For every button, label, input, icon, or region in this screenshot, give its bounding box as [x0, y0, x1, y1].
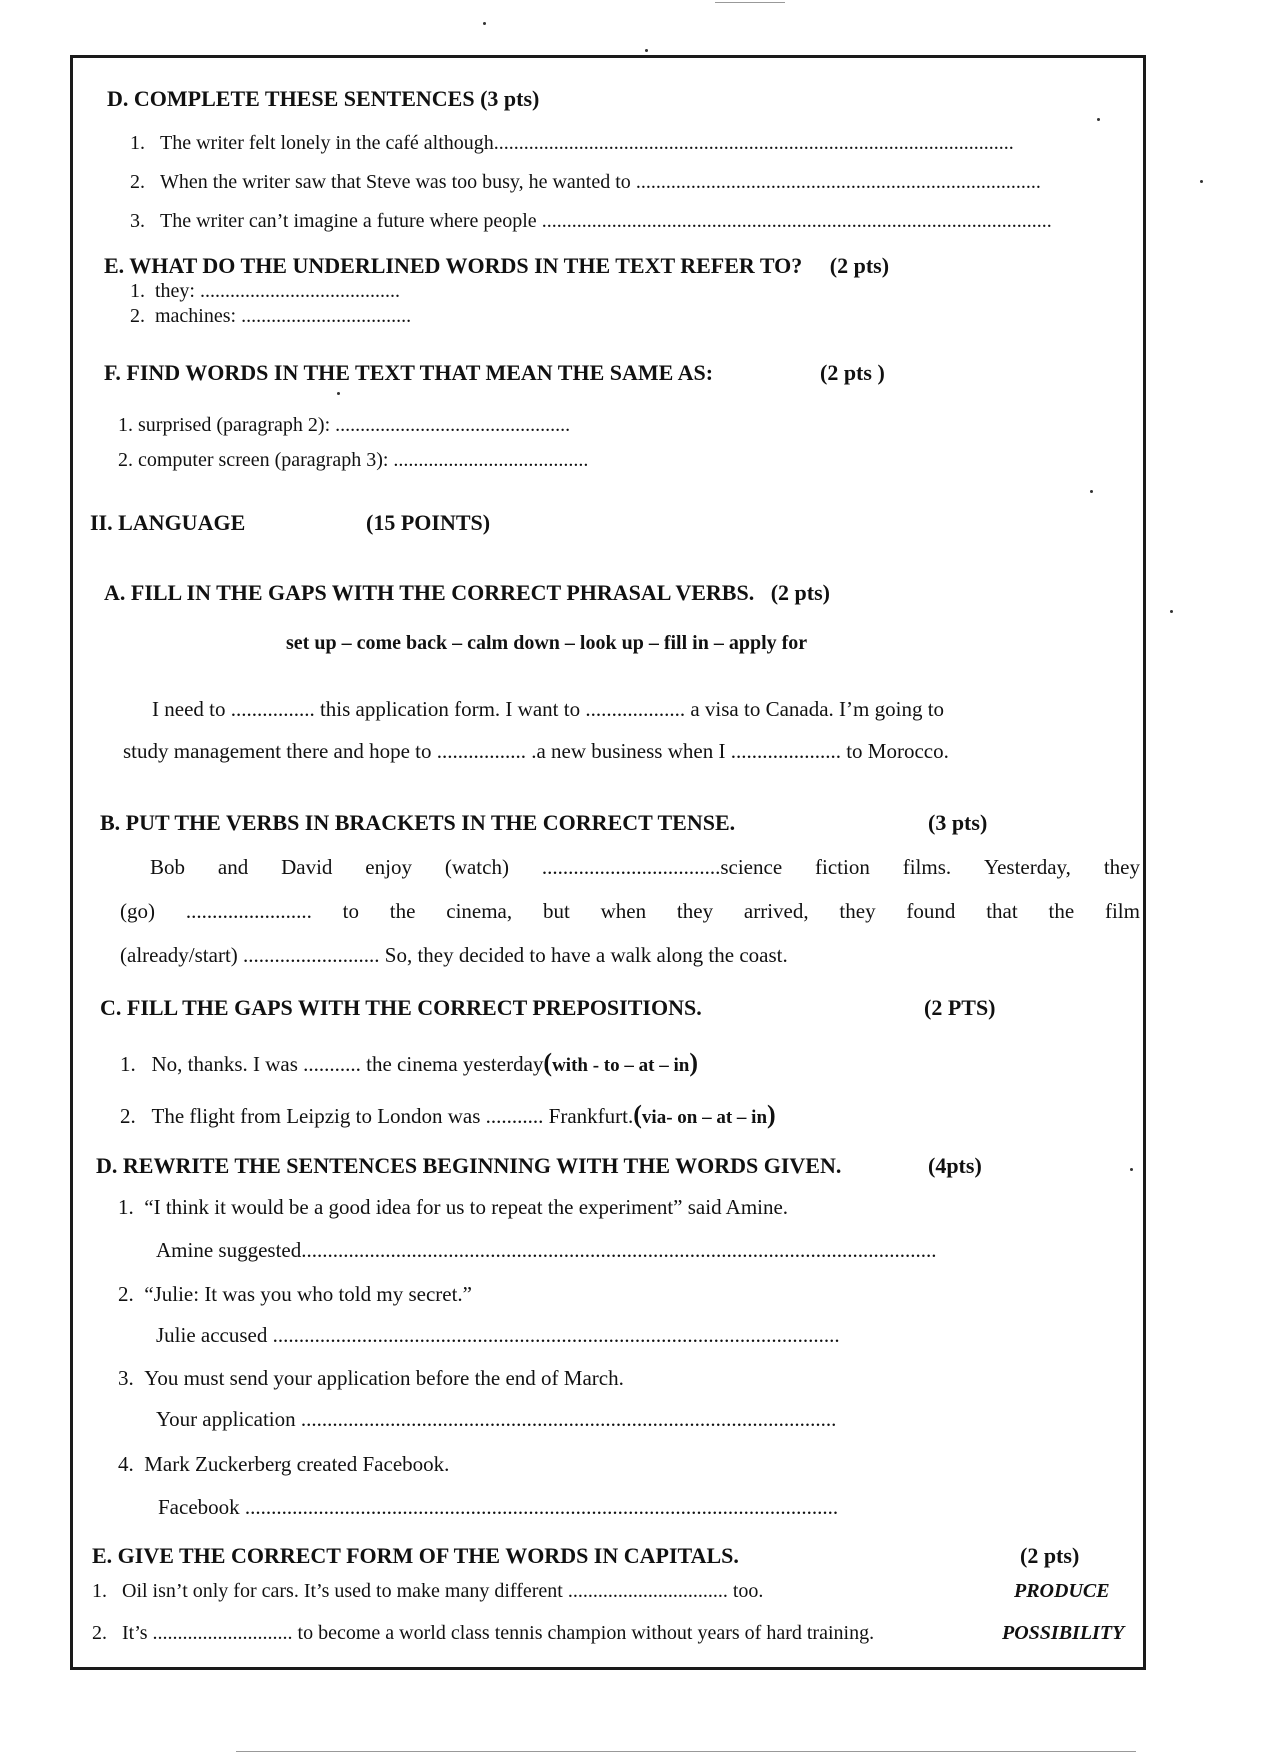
language-a-heading: A. FILL IN THE GAPS WITH THE CORRECT PHRASAL VERBS. (2 pts): [104, 580, 830, 605]
language-b-points: (3 pts): [928, 810, 988, 835]
reading-e-item-1: 1. they: ........................................: [130, 280, 400, 302]
reading-f-item-2: 2. computer screen (paragraph 3): .......................................: [118, 449, 589, 471]
scan-speck: [1097, 118, 1100, 121]
word-formation-word-1: PRODUCE: [1014, 1580, 1110, 1602]
reading-e-item-2: 2. machines: ..................................: [130, 305, 412, 327]
language-b-line-1: Bob and David enjoy (watch) ..................................science fiction films. Yesterday, they: [150, 855, 1140, 879]
reading-f-heading: F. FIND WORDS IN THE TEXT THAT MEAN THE SAME AS:: [104, 360, 714, 385]
rewrite-1-answer: Amine suggested.........................................................................................................................: [156, 1238, 937, 1262]
word-formation-item-1: 1. Oil isn’t only for cars. It’s used to make many different ................................ too.: [92, 1580, 764, 1602]
language-e-points: (2 pts): [1020, 1543, 1080, 1568]
scan-speck: [1090, 490, 1093, 493]
rewrite-3-sentence: 3. You must send your application before the end of March.: [118, 1366, 624, 1390]
rewrite-1-sentence: 1. “I think it would be a good idea for us to repeat the experiment” said Amine.: [118, 1195, 789, 1219]
word-formation-item-2: 2. It’s ............................ to become a world class tennis champion without years of hard training.: [92, 1622, 875, 1644]
language-c-item-2-options: via- on – at – in: [641, 1107, 768, 1128]
language-d-heading: D. REWRITE THE SENTENCES BEGINNING WITH THE WORDS GIVEN.: [96, 1153, 842, 1178]
scan-speck: [337, 392, 340, 395]
language-c-item-1: 1. No, thanks. I was ........... the cinema yesterday(with - to – at – in): [120, 1048, 698, 1077]
language-a-line-2: study management there and hope to ................. .a new business when I ..................... to Morocco.: [123, 739, 949, 763]
language-b-line-3: (already/start) .......................... So, they decided to have a walk along the coast.: [120, 943, 788, 967]
language-c-heading: C. FILL THE GAPS WITH THE CORRECT PREPOSITIONS.: [100, 995, 702, 1020]
language-a-points: (2 pts): [770, 580, 830, 605]
scan-speck: [1200, 180, 1203, 183]
phrasal-verb-bank: set up – come back – calm down – look up – fill in – apply for: [286, 632, 808, 654]
reading-d-item-2: 2. When the writer saw that Steve was too busy, he wanted to .................................................................................: [130, 171, 1041, 193]
rewrite-3-answer: Your application ......................................................................................................: [156, 1407, 837, 1431]
rewrite-4-sentence: 4. Mark Zuckerberg created Facebook.: [118, 1452, 450, 1476]
reading-e-points: (2 pts): [829, 253, 890, 278]
word-formation-word-2: POSSIBILITY: [1002, 1622, 1125, 1644]
language-a-line-1: I need to ................ this application form. I want to ................... a visa to Canada. I’m going to: [152, 697, 945, 721]
scan-line: [236, 1751, 1136, 1752]
rewrite-4-answer: Facebook .................................................................................................................: [158, 1495, 839, 1519]
language-e-heading: E. GIVE THE CORRECT FORM OF THE WORDS IN CAPITALS.: [92, 1543, 739, 1568]
reading-e-heading: E. WHAT DO THE UNDERLINED WORDS IN THE TEXT REFER TO? (2 pts): [104, 253, 890, 278]
scan-speck: [1170, 610, 1173, 613]
language-c-item-2: 2. The flight from Leipzig to London was ........... Frankfurt.(via- on – at – in): [120, 1100, 776, 1129]
scan-speck: [1130, 1168, 1133, 1171]
reading-d-item-1: 1. The writer felt lonely in the café although........................................................................................................: [130, 132, 1014, 154]
reading-f-item-1: 1. surprised (paragraph 2): ...............................................: [118, 414, 571, 436]
reading-d-item-3: 3. The writer can’t imagine a future where people ......................................................................................................: [130, 210, 1052, 232]
scan-speck: [645, 49, 648, 52]
language-points: (15 POINTS): [366, 510, 491, 535]
scan-line: [715, 2, 785, 3]
reading-d-points: (3 pts): [480, 86, 540, 111]
language-c-item-1-options: with - to – at – in: [552, 1055, 690, 1076]
rewrite-2-answer: Julie accused ............................................................................................................: [156, 1323, 840, 1347]
language-heading: II. LANGUAGE: [90, 510, 246, 535]
rewrite-2-sentence: 2. “Julie: It was you who told my secret.”: [118, 1282, 473, 1306]
language-d-points: (4pts): [928, 1153, 982, 1178]
language-c-points: (2 PTS): [924, 995, 996, 1020]
reading-f-points: (2 pts ): [820, 360, 885, 385]
scan-speck: [483, 22, 486, 25]
language-b-heading: B. PUT THE VERBS IN BRACKETS IN THE CORRECT TENSE.: [100, 810, 736, 835]
reading-d-heading: D. COMPLETE THESE SENTENCES (3 pts): [107, 86, 540, 111]
language-b-line-2: (go) ........................ to the cinema, but when they arrived, they found that the film: [120, 899, 1140, 923]
